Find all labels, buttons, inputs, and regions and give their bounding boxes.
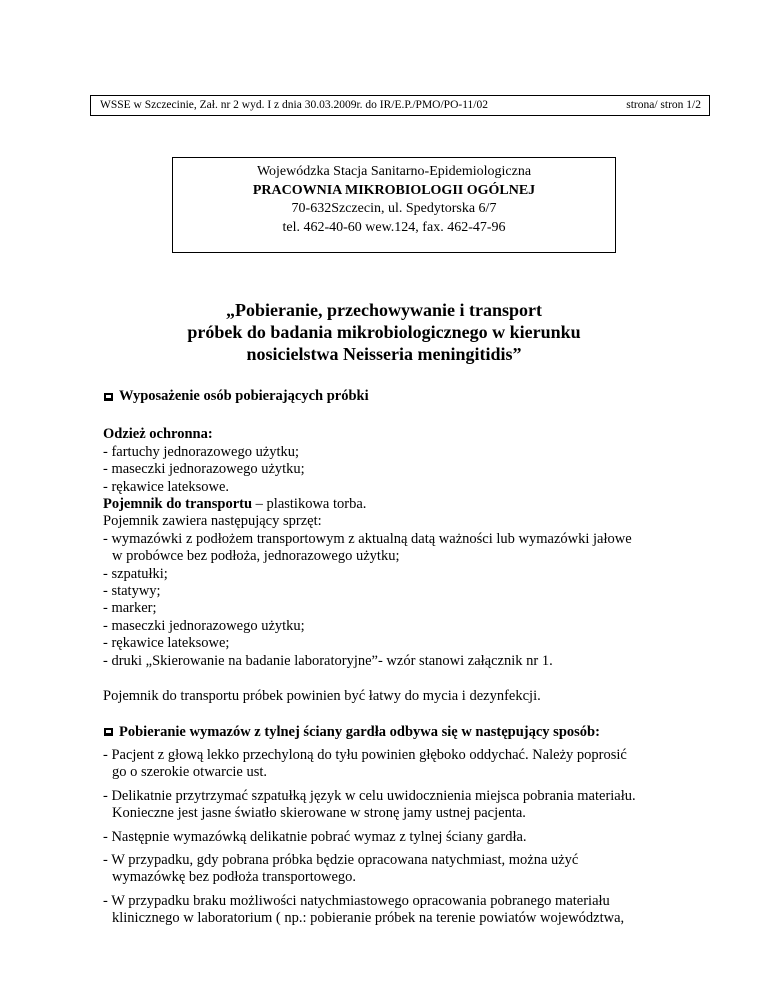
document-body: [103, 388, 693, 928]
list-item-continuation: w probówce bez podłoża, jednorazowego użytku;: [112, 548, 400, 565]
document-reference: WSSE w Szczecinie, Zał. nr 2 wyd. I z dnia 30.03.2009r. do IR/E.P./PMO/PO-11/02: [100, 99, 488, 111]
laboratory-name: PRACOWNIA MIKROBIOLOGII OGÓLNEJ: [252, 182, 536, 198]
list-item: - statywy;: [103, 583, 161, 600]
square-bullet-icon: [104, 393, 113, 401]
procedure-step-continuation: go o szerokie otwarcie ust.: [112, 764, 268, 781]
clothing-heading: Odzież ochronna:: [103, 426, 213, 443]
procedure-step: - Delikatnie przytrzymać szpatułką język w celu uwidocznienia miejsca pobrania materiału.: [103, 787, 636, 804]
institution-address: 70-632Szczecin, ul. Spedytorska 6/7: [291, 201, 497, 216]
section-sampling-heading: Pobieranie wymazów z tylnej ściany gardła odbywa się w następujący sposób:: [103, 724, 693, 741]
procedure-step: - W przypadku braku możliwości natychmiastowego opracowania pobranego materiału: [103, 892, 610, 909]
container-intro: Pojemnik zawiera następujący sprzęt:: [103, 513, 322, 530]
procedure-step-continuation: wymazówkę bez podłoża transportowego.: [112, 869, 357, 886]
title-line-2: próbek do badania mikrobiologicznego w kierunku: [187, 322, 581, 342]
list-item: - wymazówki z podłożem transportowym z aktualną datą ważności lub wymazówki jałowe: [103, 530, 632, 547]
procedure-step-continuation: Konieczne jest jasne światło skierowane w stronę jamy ustnej pacjenta.: [112, 805, 526, 822]
list-item: - marker;: [103, 600, 157, 617]
title-line-3: nosicielstwa Neisseria meningitidis”: [246, 344, 522, 364]
list-item: - druki „Skierowanie na badanie laboratoryjne”- wzór stanowi załącznik nr 1.: [103, 652, 553, 669]
procedure-step: - W przypadku, gdy pobrana próbka będzie opracowana natychmiast, można użyć: [103, 851, 579, 868]
institution-name: Wojewódzka Stacja Sanitarno-Epidemiologiczna: [256, 164, 532, 179]
list-item: - maseczki jednorazowego użytku;: [103, 617, 305, 634]
list-item: - szpatułki;: [103, 565, 168, 582]
procedure-step: - Pacjent z głową lekko przechyloną do tyłu powinien głęboko oddychać. Należy poprosić: [103, 746, 627, 763]
container-line: Pojemnik do transportu – plastikowa torba.: [103, 496, 367, 513]
procedure-step-continuation: klinicznego w laboratorium ( np.: pobieranie próbek na terenie powiatów województwa,: [112, 910, 625, 927]
list-item: - fartuchy jednorazowego użytku;: [103, 443, 300, 460]
list-item: - rękawice lateksowe.: [103, 478, 230, 495]
page-counter: strona/ stron 1/2: [626, 99, 701, 111]
container-note: Pojemnik do transportu próbek powinien być łatwy do mycia i dezynfekcji.: [103, 688, 541, 705]
title-line-1: „Pobieranie, przechowywanie i transport: [226, 300, 542, 320]
list-item: - maseczki jednorazowego użytku;: [103, 461, 305, 478]
institution-phone: tel. 462-40-60 wew.124, fax. 462-47-96: [282, 219, 506, 235]
document-header: [90, 95, 710, 116]
institution-box: [172, 157, 616, 253]
square-bullet-icon: [104, 728, 113, 736]
list-item: - rękawice lateksowe;: [103, 635, 230, 652]
procedure-step: - Następnie wymazówką delikatnie pobrać wymaz z tylnej ściany gardła.: [103, 828, 527, 845]
section-equipment-heading: Wyposażenie osób pobierających próbki: [103, 388, 693, 405]
document-title: [0, 299, 768, 365]
